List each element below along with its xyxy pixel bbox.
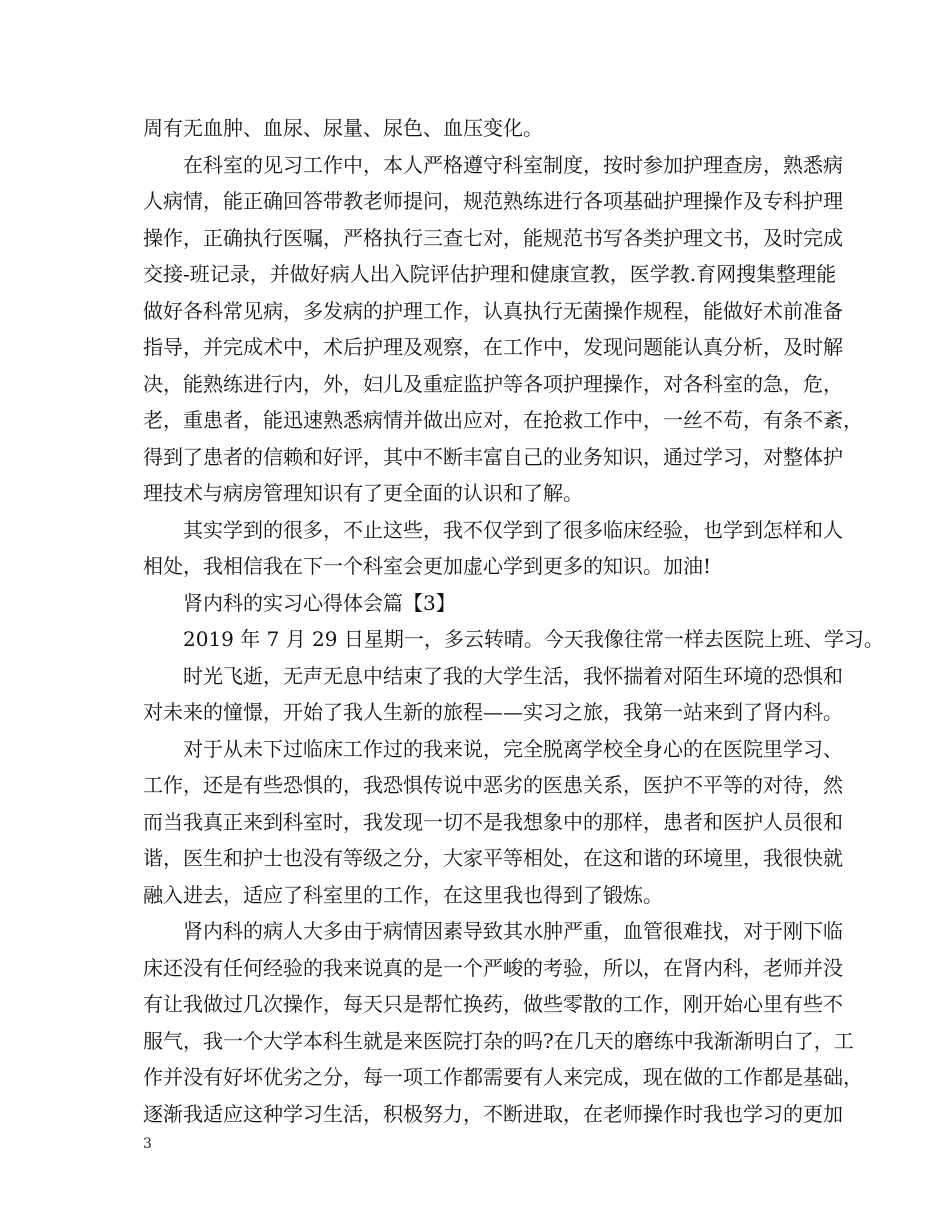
text-line: 周有无血肿、血尿、尿量、尿色、血压变化。	[143, 116, 543, 140]
text-line: 在科室的见习工作中，本人严格遵守科室制度，按时参加护理查房，熟悉病	[183, 152, 843, 177]
page-number: 3	[143, 1136, 152, 1152]
text-line: 相处，我相信我在下一个科室会更加虚心学到更多的知识。加油!	[143, 554, 712, 578]
text-line: 而当我真正来到科室时，我发现一切不是我想象中的那样，患者和医护人员很和	[143, 809, 843, 834]
text-line: 服气，我一个大学本科生就是来医院打杂的吗?在几天的磨练中我渐渐明白了，工	[143, 1028, 854, 1053]
document-body	[143, 110, 884, 1132]
text-line: 工作，还是有些恐惧的，我恐惧传说中恶劣的医患关系，医护不平等的对待，然	[143, 773, 843, 797]
text-line: 时光飞逝，无声无息中结束了我的大学生活，我怀揣着对陌生环境的恐惧和	[183, 663, 843, 688]
text-line: 对未来的憧憬，开始了我人生新的旅程——实习之旅，我第一站来到了肾内科。	[143, 700, 843, 724]
text-line: 其实学到的很多，不止这些，我不仅学到了很多临床经验，也学到怎样和人	[183, 517, 843, 542]
text-line: 融入进去，适应了科室里的工作，在这里我也得到了锻炼。	[143, 882, 663, 907]
text-line: 床还没有任何经验的我来说真的是一个严峻的考验，所以，在肾内科，老师并没	[143, 955, 843, 980]
text-line: 作并没有好坏优劣之分，每一项工作都需要有人来完成，现在做的工作都是基础，	[143, 1065, 863, 1089]
text-line: 2019 年 7 月 29 日星期一，多云转晴。今天我像往常一样去医院上班、学习。	[183, 627, 884, 651]
text-line: 理技术与病房管理知识有了更全面的认识和了解。	[143, 481, 583, 505]
text-line: 交接-班记录，并做好病人出入院评估护理和健康宣教，医学教.育网搜集整理能	[143, 262, 837, 286]
text-line: 逐渐我适应这种学习生活，积极努力，不断进取，在老师操作时我也学习的更加	[143, 1101, 843, 1126]
text-line: 有让我做过几次操作，每天只是帮忙换药，做些零散的工作，刚开始心里有些不	[143, 992, 843, 1016]
text-line: 人病情，能正确回答带教老师提问，规范熟练进行各项基础护理操作及专科护理	[143, 189, 843, 213]
text-line: 得到了患者的信赖和好评，其中不断丰富自己的业务知识，通过学习，对整体护	[143, 444, 843, 469]
text-line: 肾内科的病人大多由于病情因素导致其水肿严重，血管很难找，对于刚下临	[183, 919, 843, 943]
text-line: 对于从未下过临床工作过的我来说，完全脱离学校全身心的在医院里学习、	[183, 736, 843, 761]
text-line: 做好各科常见病，多发病的护理工作，认真执行无菌操作规程，能做好术前准备	[143, 298, 843, 323]
text-line: 谐，医生和护士也没有等级之分，大家平等相处，在这和谐的环境里，我很快就	[143, 846, 843, 870]
text-line: 肾内科的实习心得体会篇【3】	[183, 590, 456, 615]
text-line: 老，重患者，能迅速熟悉病情并做出应对，在抢救工作中，一丝不苟，有条不紊，	[143, 408, 863, 432]
text-line: 操作，正确执行医嘱，严格执行三查七对，能规范书写各类护理文书，及时完成	[143, 225, 843, 250]
text-line: 指导，并完成术中，术后护理及观察，在工作中，发现问题能认真分析，及时解	[143, 335, 843, 359]
text-line: 决，能熟练进行内，外，妇儿及重症监护等各项护理操作，对各科室的急，危，	[143, 371, 843, 396]
